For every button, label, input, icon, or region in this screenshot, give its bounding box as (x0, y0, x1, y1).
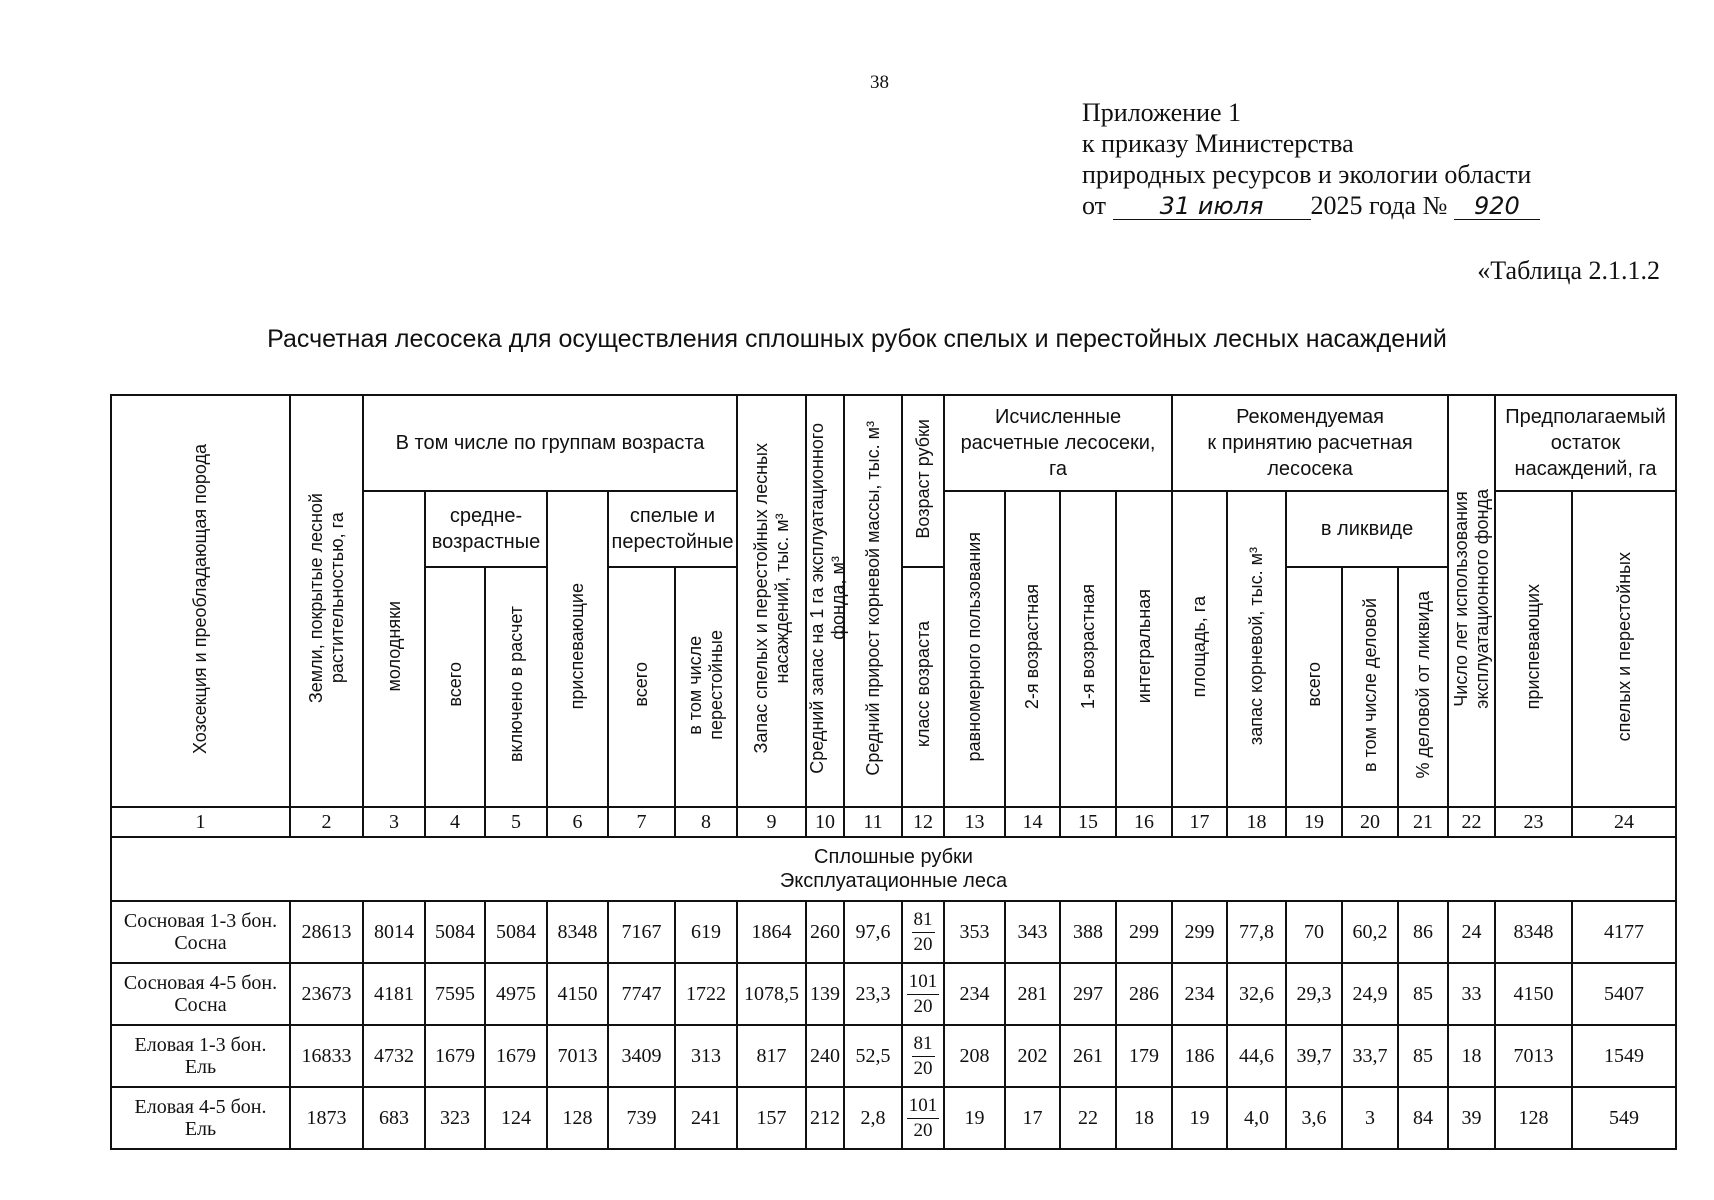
table-cell: 4975 (485, 963, 547, 1025)
header-cell (902, 395, 944, 567)
page-number: 38 (870, 72, 889, 93)
header-cell (111, 395, 290, 807)
column-number: 14 (1005, 807, 1060, 837)
appendix-line-1: Приложение 1 (1082, 98, 1242, 127)
table-cell: 4150 (547, 963, 608, 1025)
section-header (111, 837, 1676, 901)
column-number: 2 (290, 807, 363, 837)
table-cell: 23,3 (844, 963, 902, 1025)
header-remaining: Предполагаемый остаток насаждений, га (1495, 395, 1676, 491)
age-class-fraction (912, 1032, 935, 1081)
column-number: 19 (1286, 807, 1342, 837)
column-number: 11 (844, 807, 902, 837)
table-cell: 85 (1398, 1025, 1448, 1087)
header-cell (1572, 491, 1676, 807)
age-class-top: 81 (912, 908, 935, 933)
table-cell: 4177 (1572, 901, 1676, 963)
row-name-species: Сосна (174, 932, 227, 954)
table-cell: 549 (1572, 1087, 1676, 1149)
column-number: 21 (1398, 807, 1448, 837)
header-stock: Запас спелых и перестойных лесных насаждений, тыс. м³ (750, 443, 792, 754)
table-cell: 44,6 (1227, 1025, 1286, 1087)
table-cell: 3409 (608, 1025, 675, 1087)
table-cell: 8014 (363, 901, 425, 963)
table-cell: 23673 (290, 963, 363, 1025)
handwritten-order-number: 920 (1454, 193, 1540, 220)
table-cell: 619 (675, 901, 737, 963)
age-class-cell (902, 963, 944, 1025)
header-cell (1116, 491, 1172, 807)
header-col-2: Земли, покрытые лесной растительностью, га (305, 493, 347, 704)
table-cell: 1679 (485, 1025, 547, 1087)
row-name-section: Сосновая 4-5 бон. (123, 972, 278, 994)
appendix-year: 2025 года № (1310, 191, 1448, 220)
table-cell: 8348 (547, 901, 608, 963)
table-cell: 297 (1060, 963, 1116, 1025)
table-cell: 683 (363, 1087, 425, 1149)
column-number: 20 (1342, 807, 1398, 837)
appendix-line-2: к приказу Министерства (1082, 129, 1354, 158)
table-cell: 4150 (1495, 963, 1572, 1025)
header-cell (425, 567, 485, 807)
row-name-section: Еловая 1-3 бон. (134, 1034, 267, 1056)
age-class-fraction (907, 970, 940, 1019)
column-number: 5 (485, 807, 547, 837)
header-liquid: в ликвиде (1286, 491, 1448, 567)
table-cell: 234 (944, 963, 1005, 1025)
header-cell (608, 567, 675, 807)
table-cell: 234 (1172, 963, 1227, 1025)
column-number: 3 (363, 807, 425, 837)
table-cell: 97,6 (844, 901, 902, 963)
row-name-cell (111, 1087, 290, 1149)
header-cell (1342, 567, 1398, 807)
column-number: 8 (675, 807, 737, 837)
table-cell: 5084 (425, 901, 485, 963)
table-cell: 33,7 (1342, 1025, 1398, 1087)
table-cell: 281 (1005, 963, 1060, 1025)
age-class-top: 101 (907, 970, 940, 995)
header-cell (1286, 567, 1342, 807)
table-cell: 39 (1448, 1087, 1495, 1149)
table-cell: 32,6 (1227, 963, 1286, 1025)
table-cell: 17 (1005, 1087, 1060, 1149)
table-cell: 208 (944, 1025, 1005, 1087)
table-cell: 343 (1005, 901, 1060, 963)
column-number-row (111, 807, 1676, 837)
table-cell: 22 (1060, 1087, 1116, 1149)
header-middle-included: включено в расчет (505, 606, 526, 763)
table-cell: 86 (1398, 901, 1448, 963)
table-cell: 16833 (290, 1025, 363, 1087)
table-cell: 260 (806, 901, 844, 963)
cutting-area-table (110, 394, 1677, 1150)
header-root-stock: запас корневой, тыс. м³ (1246, 547, 1267, 746)
table-cell: 1078,5 (737, 963, 806, 1025)
header-col-1: Хозсекция и преобладающая порода (190, 443, 210, 754)
row-name-cell (111, 1025, 290, 1087)
table-label: «Таблица 2.1.1.2 (1477, 256, 1660, 285)
header-mature: спелые и перестойные (608, 491, 737, 567)
table-row (111, 963, 1676, 1025)
appendix-line-4 (1082, 190, 1540, 221)
header-cell (290, 395, 363, 807)
column-number: 18 (1227, 807, 1286, 837)
header-area: площадь, га (1189, 595, 1210, 698)
column-number: 4 (425, 807, 485, 837)
table-cell: 261 (1060, 1025, 1116, 1087)
table-cell: 7747 (608, 963, 675, 1025)
header-cell (1448, 395, 1495, 807)
column-number: 12 (902, 807, 944, 837)
header-first-age: 1-я возрастная (1077, 583, 1098, 710)
table-cell: 28613 (290, 901, 363, 963)
section-title-2: Эксплуатационные леса (779, 870, 1008, 892)
column-number: 6 (547, 807, 608, 837)
header-cell (1172, 491, 1227, 807)
table-row (111, 901, 1676, 963)
table-cell: 323 (425, 1087, 485, 1149)
table-cell: 1679 (425, 1025, 485, 1087)
column-number: 17 (1172, 807, 1227, 837)
table-row (111, 1025, 1676, 1087)
table-cell: 4181 (363, 963, 425, 1025)
appendix-prefix: от (1082, 191, 1107, 220)
header-middle: средне- возрастные (425, 491, 547, 567)
table-cell: 29,3 (1286, 963, 1342, 1025)
appendix-block (1082, 97, 1540, 221)
table-cell: 139 (806, 963, 844, 1025)
table-cell: 353 (944, 901, 1005, 963)
column-number: 10 (806, 807, 844, 837)
table-cell: 739 (608, 1087, 675, 1149)
row-name-section: Еловая 4-5 бон. (134, 1096, 267, 1118)
row-name-species: Сосна (174, 994, 227, 1016)
header-avg-stock: Средний запас на 1 га эксплуатационного фонда, м³ (807, 423, 848, 774)
header-avg-growth: Средний прирост корневой массы, тыс. м³ (862, 421, 883, 776)
table-cell: 19 (944, 1087, 1005, 1149)
table-cell: 60,2 (1342, 901, 1398, 963)
table-cell: 388 (1060, 901, 1116, 963)
table-cell: 7013 (1495, 1025, 1572, 1087)
column-number: 22 (1448, 807, 1495, 837)
table-cell: 4,0 (1227, 1087, 1286, 1149)
header-cell (844, 395, 902, 807)
table-cell: 24,9 (1342, 963, 1398, 1025)
table-cell: 299 (1172, 901, 1227, 963)
column-number: 16 (1116, 807, 1172, 837)
header-age-groups: В том числе по группам возраста (363, 395, 737, 491)
table-cell: 4732 (363, 1025, 425, 1087)
table-cell: 1864 (737, 901, 806, 963)
table-cell: 299 (1116, 901, 1172, 963)
row-name-cell (111, 963, 290, 1025)
table-cell: 7167 (608, 901, 675, 963)
header-mature-total: всего (631, 662, 651, 707)
age-class-fraction (907, 1094, 940, 1143)
header-uniform: равномерного пользования (964, 531, 984, 762)
header-cell (547, 491, 608, 807)
table-cell: 1873 (290, 1087, 363, 1149)
table-cell: 84 (1398, 1087, 1448, 1149)
header-mature-overmature: в том числе перестойные (685, 629, 726, 740)
table-cell: 313 (675, 1025, 737, 1087)
table-cell: 77,8 (1227, 901, 1286, 963)
table-cell: 186 (1172, 1025, 1227, 1087)
table-cell: 124 (485, 1087, 547, 1149)
header-cut-age: Возраст рубки (912, 418, 933, 539)
table-cell: 128 (547, 1087, 608, 1149)
header-ripening: приспевающие (567, 583, 587, 710)
column-number: 15 (1060, 807, 1116, 837)
age-class-top: 101 (907, 1094, 940, 1119)
header-cell (806, 395, 848, 807)
table-cell: 240 (806, 1025, 844, 1087)
header-cell (1495, 491, 1572, 807)
header-cell (737, 395, 806, 807)
table-cell: 39,7 (1286, 1025, 1342, 1087)
age-class-fraction (912, 908, 935, 957)
table-cell: 18 (1448, 1025, 1495, 1087)
table-cell: 52,5 (844, 1025, 902, 1087)
row-name-cell (111, 901, 290, 963)
column-number: 13 (944, 807, 1005, 837)
header-rem-ripening: приспевающих (1523, 583, 1544, 710)
table-cell: 7013 (547, 1025, 608, 1087)
header-liquid-pct: % деловой от ликвида (1412, 590, 1433, 779)
table-cell: 817 (737, 1025, 806, 1087)
header-calculated: Исчисленные расчетные лесосеки, га (944, 395, 1172, 491)
table-cell: 241 (675, 1087, 737, 1149)
header-cell (675, 567, 737, 807)
row-name-species: Ель (184, 1118, 217, 1140)
table-cell: 33 (1448, 963, 1495, 1025)
header-years-use: Число лет использования эксплуатационного фонда (1450, 488, 1492, 709)
table-cell: 19 (1172, 1087, 1227, 1149)
age-class-bottom: 20 (913, 995, 933, 1017)
age-class-bottom: 20 (913, 933, 933, 955)
table-cell: 85 (1398, 963, 1448, 1025)
column-number: 23 (1495, 807, 1572, 837)
header-second-age: 2-я возрастная (1022, 583, 1042, 710)
header-young: молодняки (383, 601, 404, 692)
age-class-top: 81 (912, 1032, 935, 1057)
header-cell (944, 491, 1005, 807)
age-class-cell (902, 1025, 944, 1087)
age-class-cell (902, 1087, 944, 1149)
header-age-class: класс возраста (912, 621, 933, 748)
header-cell (1398, 567, 1448, 807)
column-number: 24 (1572, 807, 1676, 837)
table-cell: 128 (1495, 1087, 1572, 1149)
header-cell (902, 567, 944, 807)
table-cell: 202 (1005, 1025, 1060, 1087)
table-cell: 70 (1286, 901, 1342, 963)
header-cell (1227, 491, 1286, 807)
row-name-species: Ель (184, 1056, 217, 1078)
header-cell (1060, 491, 1116, 807)
handwritten-date: 31 июля (1113, 193, 1311, 220)
table-cell: 5084 (485, 901, 547, 963)
column-number: 1 (111, 807, 290, 837)
document-title: Расчетная лесосека для осуществления сплошных рубок спелых и перестойных лесных насаждений (267, 325, 1447, 353)
table-cell: 157 (737, 1087, 806, 1149)
table-cell: 1722 (675, 963, 737, 1025)
row-name-section: Сосновая 1-3 бон. (123, 910, 278, 932)
header-cell (485, 567, 547, 807)
header-middle-total: всего (444, 662, 465, 707)
table-cell: 7595 (425, 963, 485, 1025)
table-row (111, 1087, 1676, 1149)
table-cell: 212 (806, 1087, 844, 1149)
header-integral: интегральная (1133, 589, 1154, 704)
header-recommended: Рекомендуемая к принятию расчетная лесосека (1172, 395, 1448, 491)
header-liquid-business: в том числе деловой (1359, 597, 1380, 772)
age-class-bottom: 20 (913, 1057, 933, 1079)
header-cell (1005, 491, 1060, 807)
header-liquid-total: всего (1303, 662, 1324, 707)
section-title-1: Сплошные рубки (814, 846, 973, 868)
table-cell: 18 (1116, 1087, 1172, 1149)
table-cell: 5407 (1572, 963, 1676, 1025)
table-cell: 3 (1342, 1087, 1398, 1149)
table-cell: 2,8 (844, 1087, 902, 1149)
table-cell: 1549 (1572, 1025, 1676, 1087)
table-cell: 179 (1116, 1025, 1172, 1087)
column-number: 7 (608, 807, 675, 837)
table-cell: 24 (1448, 901, 1495, 963)
table-cell: 3,6 (1286, 1087, 1342, 1149)
age-class-cell (902, 901, 944, 963)
age-class-bottom: 20 (913, 1119, 933, 1141)
table-cell: 286 (1116, 963, 1172, 1025)
column-number: 9 (737, 807, 806, 837)
header-rem-mature: спелых и перестойных (1613, 551, 1634, 742)
appendix-line-3: природных ресурсов и экологии области (1082, 160, 1532, 189)
table-cell: 8348 (1495, 901, 1572, 963)
header-cell (363, 491, 425, 807)
